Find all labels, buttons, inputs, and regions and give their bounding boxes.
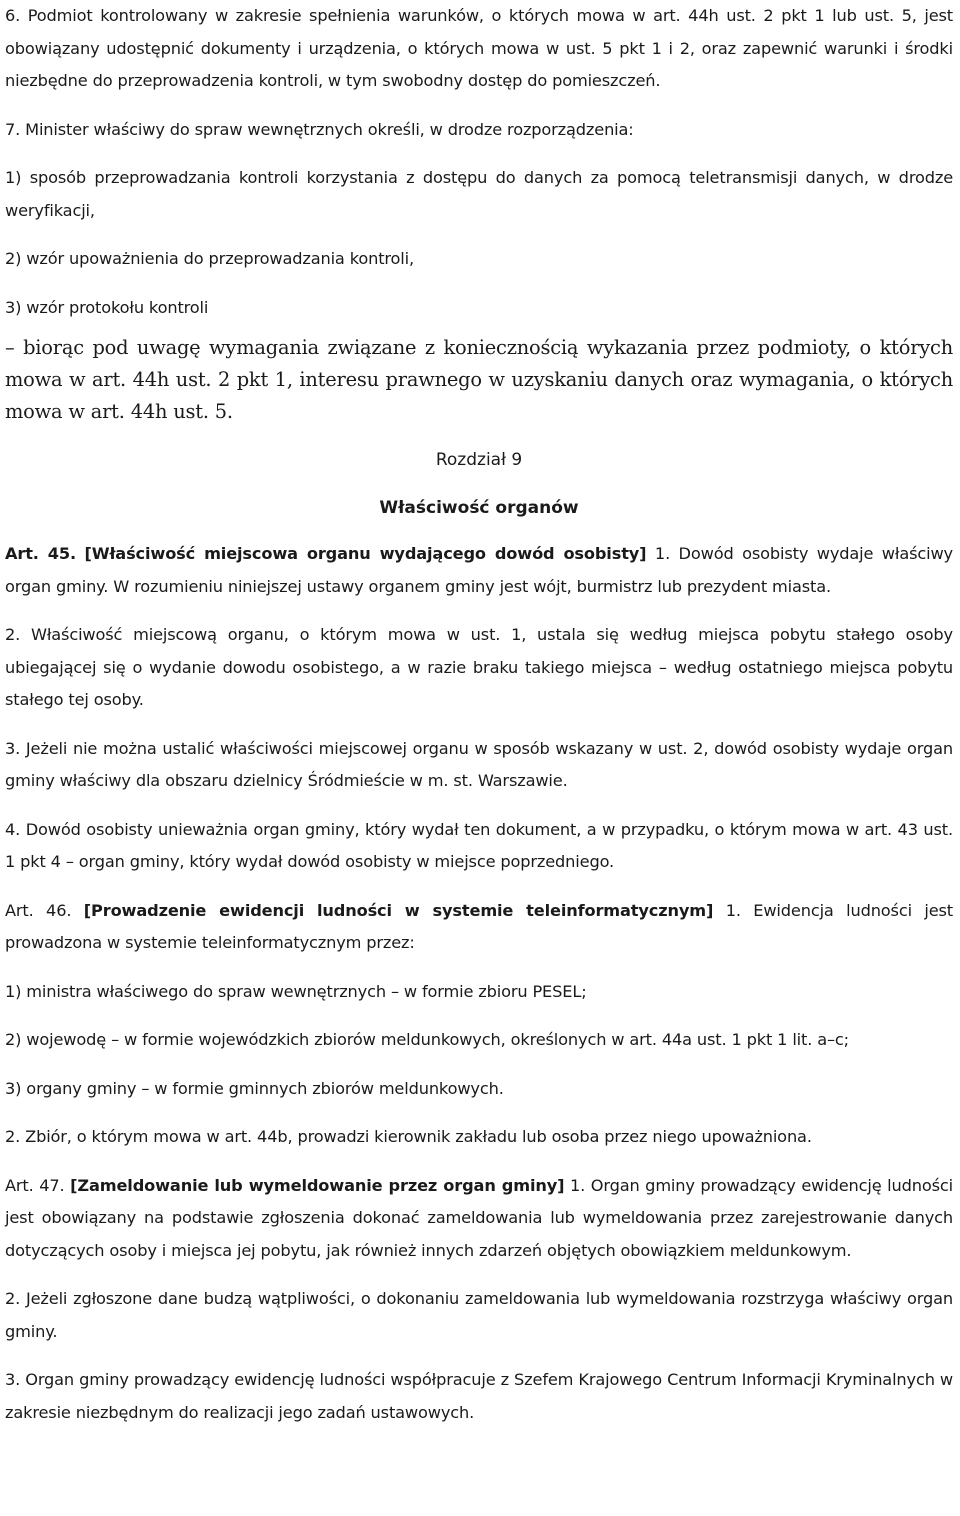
article-46-item-1: 1) ministra właściwego do spraw wewnętrznych – w formie zbioru PESEL; (5, 981, 587, 1001)
article-45-paragraph-3: 3. Jeżeli nie można ustalić właściwości miejscowej organu w sposób wskazany w ust. 2, dowód osobisty wydaje organ gminy właściwy dla obszaru dzielnicy Śródmieście w m. st. Warszawie. (5, 738, 953, 790)
article-45-heading: [Właściwość miejscowa organu wydającego dowód osobisty] (84, 544, 647, 563)
article-46-paragraph-1 (5, 895, 953, 960)
article-46-paragraph-2: 2. Zbiór, o którym mowa w art. 44b, prowadzi kierownik zakładu lub osoba przez niego upoważniona. (5, 1127, 812, 1146)
article-45-paragraph-2: 2. Właściwość miejscową organu, o którym mowa w ust. 1, ustala się według miejsca pobytu stałego osoby ubiegającej się o wydanie dowodu osobistego, a w razie braku takiego miejsca – według ostatniego miejsca pobytu stałego tej osoby. (5, 625, 953, 709)
article-47-text-1: 1. Organ gminy prowadzący ewidencję ludności jest obowiązany na podstawie zgłoszenia dokonać zameldowania lub wymeldowania przez zarejestrowanie danych dotyczących osoby i miejsca jej pobytu, jak również innych zdarzeń objętych obowiązkiem meldunkowym. (5, 1175, 953, 1260)
chapter-number: Rozdział 9 (435, 450, 523, 470)
paragraph-7-item-2: 2) wzór upoważnienia do przeprowadzania kontroli, (5, 249, 414, 268)
chapter-title: Właściwość organów (379, 498, 579, 518)
paragraph-7-item-3: 3) wzór protokołu kontroli (5, 297, 209, 317)
article-46-heading: [Prowadzenie ewidencji ludności w systemie teleinformatycznym] (83, 900, 714, 920)
article-47-heading: [Zameldowanie lub wymeldowanie przez organ gminy] (70, 1175, 565, 1195)
article-46-item-2: 2) wojewodę – w formie wojewódzkich zbiorów meldunkowych, określonych w art. 44a ust. 1 pkt 1 lit. a–c; (5, 1030, 849, 1049)
paragraph-7-item-1: 1) sposób przeprowadzania kontroli korzystania z dostępu do danych za pomocą teletransmisji danych, w drodze weryfikacji, (5, 168, 953, 220)
article-47-label: Art. 47. (5, 1175, 65, 1195)
article-45-label: Art. 45. (5, 544, 76, 563)
article-45-text-1: 1. Dowód osobisty wydaje właściwy organ gminy. W rozumieniu niniejszej ustawy organem gminy jest wójt, burmistrz lub prezydent miasta. (5, 544, 953, 596)
article-47-paragraph-3: 3. Organ gminy prowadzący ewidencję ludności współpracuje z Szefem Krajowego Centrum Informacji Kryminalnych w zakresie niezbędnym do realizacji jego zadań ustawowych. (5, 1370, 953, 1422)
paragraph-7-closing: – biorąc pod uwagę wymagania związane z koniecznością wykazania przez podmioty, o których mowa w art. 44h ust. 2 pkt 1, interesu prawnego w uzyskaniu danych oraz wymagania, o których mowa w art. 44h ust. 5. (5, 336, 953, 423)
article-46-text-1: 1. Ewidencja ludności jest prowadzona w systemie teleinformatycznym przez: (5, 900, 953, 952)
paragraph-7: 7. Minister właściwy do spraw wewnętrznych określi, w drodze rozporządzenia: (5, 119, 634, 139)
article-46-item-3: 3) organy gminy – w formie gminnych zbiorów meldunkowych. (5, 1078, 504, 1098)
article-45-paragraph-4: 4. Dowód osobisty unieważnia organ gminy, który wydał ten dokument, a w przypadku, o którym mowa w art. 43 ust. 1 pkt 4 – organ gminy, który wydał dowód osobisty w miejsce poprzedniego. (5, 819, 953, 871)
article-46-label: Art. 46. (5, 900, 72, 920)
article-45-paragraph-1 (5, 538, 953, 603)
article-47-paragraph-1 (5, 1170, 953, 1268)
paragraph-6: 6. Podmiot kontrolowany w zakresie spełnienia warunków, o których mowa w art. 44h ust. 2 pkt 1 lub ust. 5, jest obowiązany udostępnić dokumenty i urządzenia, o których mowa w ust. 5 pkt 1 i 2, oraz zapewnić warunki i środki niezbędne do przeprowadzenia kontroli, w tym swobodny dostęp do pomieszczeń. (5, 6, 953, 90)
article-47-paragraph-2: 2. Jeżeli zgłoszone dane budzą wątpliwości, o dokonaniu zameldowania lub wymeldowania rozstrzyga właściwy organ gminy. (5, 1289, 953, 1341)
